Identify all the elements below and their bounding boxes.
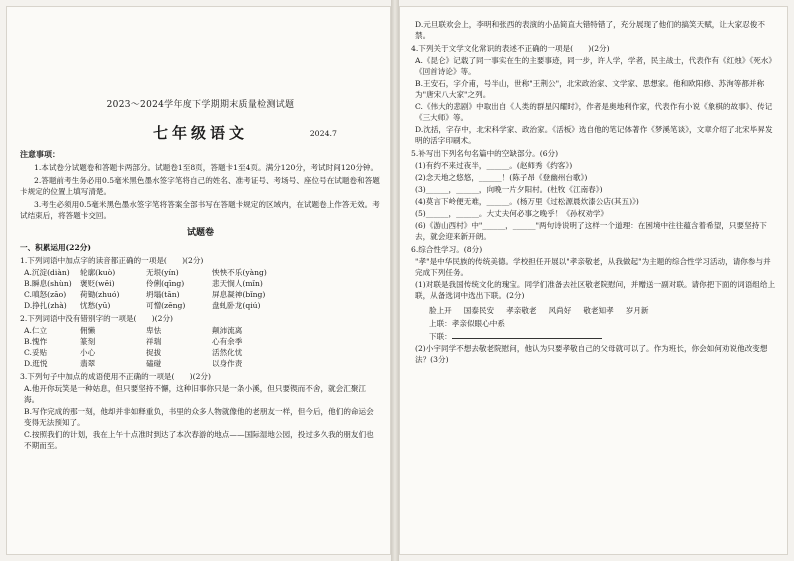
fill-blank-item: (3)______，______，向晚一片夕阳村。(杜牧《江南春》) [415,185,603,194]
question-3-option: B.写作完成的那一刻，他却并非如释重负，书里的众多人物就像他的老朋友一样，但今后，他们的命运会变得无法预知了。 [24,407,374,427]
notice-list [20,162,381,221]
notice-item: 1.本试卷分试题卷和答题卡两部分。试题卷1至8页，答题卡1至4页。满分120分，考试时间120分钟。 [34,163,379,172]
question-5-stem: 5.补写出下列名句名篇中的空缺部分。(6分) [411,149,559,158]
option-cell: 怏怏不乐(yàng) [212,268,267,277]
question-3-option: C.按照我们的计划，我在上午十点准时到达了本次春游的地点——国际湿地公园，投过多久我的朋友们也不期而至。 [24,430,374,450]
question-1-options [20,267,381,311]
part-heading: 一、积累运用(22分) [20,243,91,252]
option-cell: 篆刻 [80,337,96,346]
option-cell: 颠沛流离 [212,326,243,335]
option-cell: 忧愁(yū) [80,301,111,310]
question-6-sub2: (2)小宇同学不想去敬老院慰问，他认为只要孝敬自己的父母就可以了。作为班长，你会如何劝说他改变想法？(3分) [415,344,768,364]
question-2-options [20,325,381,369]
couplet-lower-label: 下联： [429,332,452,341]
option-cell: 以身作责 [212,359,243,368]
option-cell: 翡翠 [80,359,96,368]
question-2-stem: 2.下列词语中没有错别字的一项是( )(2分) [20,314,174,323]
option-cell: 屏息凝神(bǐng) [212,290,266,299]
option-cell: D.挣扎(zhà) [24,301,67,310]
question-3-option-d: D.元旦联欢会上，李明和张西的表演的小品简直大错特错了，充分展现了他们的搞笑天赋，让大家忍俊不禁。 [415,20,765,40]
question-4-option: A.《昆仑》记载了同一事实在生的主要事迹，同一步，许人学，学者，民主战士，代表作有《红烛》《死水》《回首诗论》等。 [415,56,776,76]
option-cell: A.沉淀(diàn) [24,268,70,277]
right-page [399,6,788,555]
word-options [411,305,776,316]
option-cell: C.妥贴 [24,348,48,357]
question-4-stem: 4.下列关于文学文化常识的表述不正确的一项是( )(2分) [411,44,610,53]
option-cell: C.嗔怒(zāo) [24,290,67,299]
couplet-lower-row [411,330,776,342]
option-cell: A.仁立 [24,326,48,335]
notice-item: 3.考生必须用0.5毫米黑色墨水签字笔将答案全部书写在答题卡规定的区域内，在试题卷上作答无效。考试结束后，将答题卡交回。 [20,200,380,220]
fill-blank-item: (4)莫言下岭便无难，______。(杨万里《过松源晨炊漆公店(其五)》) [415,197,639,206]
option-cell: 捉拔 [146,348,162,357]
right-column [411,18,776,366]
word-option: 脸上开 [429,306,452,315]
fill-blank-item: (6)《游山西村》中"______，______"两句诗说明了这样一个道理：在困境中往往蕴含着希望，只要坚持下去，就会迎来新开朗。 [415,221,767,241]
word-option: 孝亲敬老 [506,306,537,315]
question-6-stem: 6.综合性学习。(8分) [411,245,483,254]
option-cell: 无垠(yín) [146,268,179,277]
option-cell: 佣懒 [80,326,96,335]
option-cell: 卑怯 [146,326,162,335]
option-cell: 坍塌(tān) [146,290,180,299]
word-option: 风尚好 [548,306,572,315]
option-cell: 盘虬卧龙(qiú) [212,301,261,310]
word-option: 岁月新 [625,306,649,315]
option-cell: 轮廓(kuò) [80,268,116,277]
notice-item: 2.答题前考生务必用0.5毫米黑色墨水签字笔将自己的姓名、准考证号、考场号、座位号在试题卷和答题卡规定的位置上填写清楚。 [20,176,380,196]
question-4-option: C.《伟大的悲剧》中取出自《人类的群星闪耀时》，作者是奥地利作家，代表作有小说《象棋的故事》、传记《三大师》等。 [415,102,773,122]
couplet-upper: 上联：孝亲似眼心中系 [429,319,505,328]
option-cell: 荷锄(zhuó) [80,290,120,299]
question-6-intro: "孝"是中华民族的传统美德。学校担任开展以"孝亲敬老，从我做起"为主题的综合性学习活动，请你参与并完成下列任务。 [415,257,771,277]
option-cell: B.瞬息(shùn) [24,279,72,288]
fill-blank-item: (5)______，______。大丈夫何必事之晚乎！《孙权劝学》 [415,209,609,218]
option-cell: 活然化忧 [212,348,243,357]
subject-title: 七年级语文 [152,124,248,142]
left-column [20,16,381,452]
option-cell: 磕碰 [146,359,162,368]
left-page [6,6,391,555]
fill-blank-item: (1)有约不来过夜半，______。(赵师秀《约客》) [415,161,573,170]
exam-title: 2023～2024学年度下学期期末质量检测试题 [106,100,295,110]
option-cell: 心有余季 [212,337,243,346]
option-cell: D.逛悦 [24,359,48,368]
option-cell: B.愧怍 [24,337,48,346]
answer-blank[interactable] [452,330,602,339]
question-4-option: D.沈括，字存中，北宋科学家、政治家。《活板》选自他的笔记体著作《梦溪笔谈》，文章介绍了北宋毕昇发明的活字印刷术。 [415,125,773,145]
option-cell: 褒贬(wēi) [80,279,115,288]
option-cell: 祥瑞 [146,337,162,346]
notice-heading: 注意事项： [20,149,60,159]
exam-date: 2024.7 [309,129,337,138]
option-cell: 小心 [80,348,96,357]
section-title: 试题卷 [186,228,214,238]
option-cell: 伶俐(qīng) [146,279,185,288]
page-spine [391,0,399,561]
word-option: 敬老知孝 [583,306,614,315]
question-3-option: A.他开你玩笑是一种姑息，但只要坚持不懈，这种旧事你只是一条小溪，但只要锲而不舍，就会汇聚江海。 [24,384,367,404]
option-cell: 可憎(zēng) [146,301,186,310]
option-cell: 悲天悯人(mǐn) [212,279,263,288]
question-3-stem: 3.下列句子中加点的成语使用不正确的一项是( )(2分) [20,372,211,381]
question-4-option: B.王安石，字介甫，号半山，世称"王荆公"，北宋政治家、文学家、思想家。他和欧阳修、苏洵等都并称为"唐宋八大家"之列。 [415,79,765,99]
question-1-stem: 1.下列词语中加点字的读音都正确的一项是( )(2分) [20,256,204,265]
word-option: 国泰民安 [463,306,495,315]
question-6-sub1: (1)对联是我国传统文化的瑰宝。同学们准备去社区敬老院慰问，并赠送一副对联。请你把下面的词语组给上联，从备选词中选出下联。(2分) [415,280,776,300]
subject-row [20,123,381,143]
fill-blank-item: (2)念天地之悠悠，______！(陈子昂《登幽州台歌》) [415,173,588,182]
